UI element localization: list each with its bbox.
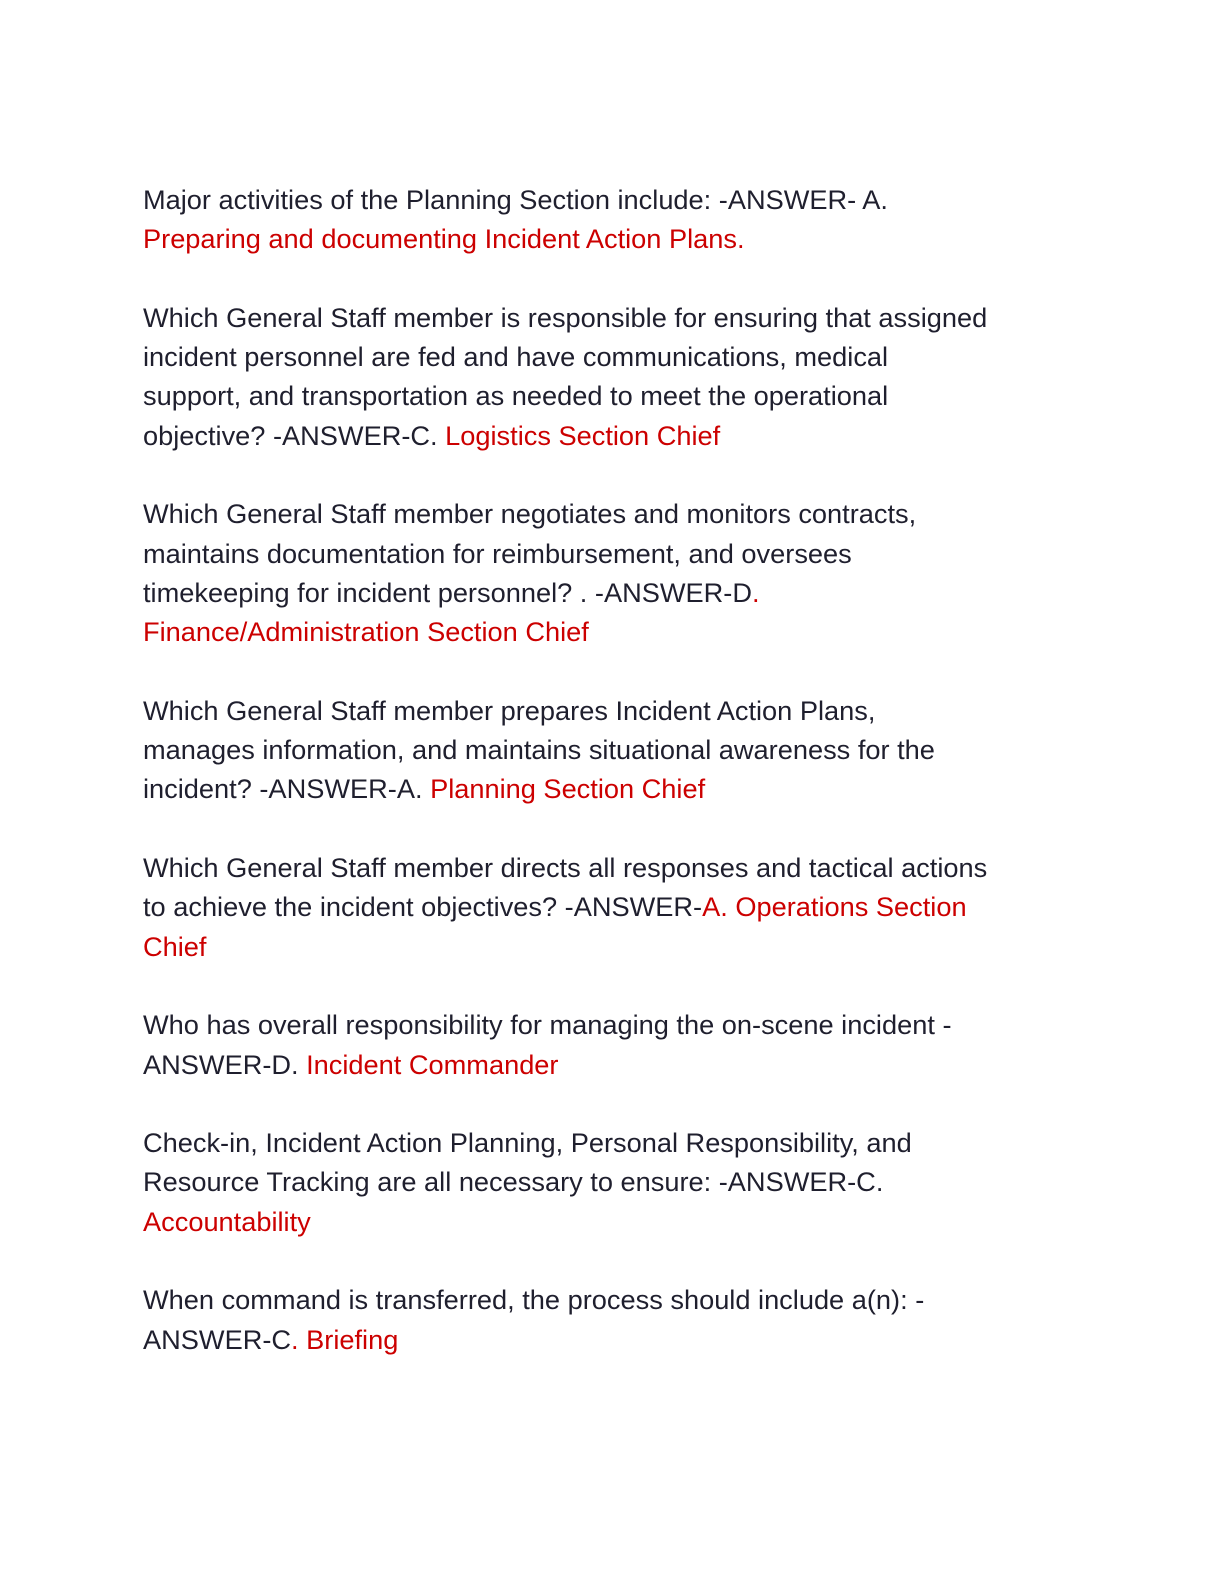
question-text: ANSWER-D.	[143, 1048, 307, 1080]
question-text: to achieve the incident objectives? -ANSWER-	[143, 891, 703, 923]
question-text: ANSWER-C	[143, 1323, 292, 1355]
question-text: manages information, and maintains situational awareness for the	[143, 734, 935, 766]
text-line	[143, 612, 1083, 651]
text-line	[143, 298, 1083, 337]
question-text: Which General Staff member directs all responses and tactical actions	[143, 852, 988, 884]
text-line	[143, 1280, 1083, 1319]
qa-item	[143, 1123, 1083, 1241]
question-text: Check-in, Incident Action Planning, Personal Responsibility, and	[143, 1127, 912, 1159]
text-line	[143, 1045, 1083, 1084]
question-text: objective? -ANSWER-C.	[143, 419, 446, 451]
text-line	[143, 219, 1083, 258]
question-text: timekeeping for incident personnel? . -ANSWER-D	[143, 576, 752, 608]
question-text: When command is transferred, the process should include a(n): -	[143, 1284, 925, 1316]
answer-text: Planning Section Chief	[430, 773, 706, 805]
text-line	[143, 927, 1083, 966]
qa-item	[143, 494, 1083, 651]
question-text: Major activities of the Planning Section include: -ANSWER- A.	[143, 184, 888, 215]
answer-text: Accountability	[143, 1205, 311, 1237]
qa-item	[143, 180, 1083, 259]
answer-text: Logistics Section Chief	[445, 419, 721, 451]
question-text: Resource Tracking are all necessary to ensure: -ANSWER-C.	[143, 1166, 884, 1198]
text-line	[143, 1123, 1083, 1162]
question-text: Which General Staff member prepares Incident Action Plans,	[143, 694, 876, 726]
question-text: support, and transportation as needed to meet the operational	[143, 380, 889, 412]
answer-text: Preparing and documenting Incident Action Plans.	[143, 223, 745, 255]
text-line	[143, 887, 1083, 926]
text-line	[143, 848, 1083, 887]
qa-item	[143, 1280, 1083, 1359]
question-text: incident personnel are fed and have communications, medical	[143, 341, 889, 373]
answer-text: Incident Commander	[306, 1048, 559, 1080]
text-line	[143, 534, 1083, 573]
text-line	[143, 494, 1083, 533]
text-line	[143, 1162, 1083, 1201]
text-line	[143, 180, 1083, 219]
text-line	[143, 730, 1083, 769]
text-line	[143, 691, 1083, 730]
question-text: Who has overall responsibility for managing the on-scene incident -	[143, 1009, 952, 1041]
text-line	[143, 416, 1083, 455]
text-line	[143, 1005, 1083, 1044]
answer-text: A. Operations Section	[702, 891, 967, 923]
qa-list	[143, 180, 1083, 1398]
question-text: incident? -ANSWER-A.	[143, 773, 431, 805]
text-line	[143, 337, 1083, 376]
answer-text: Chief	[143, 930, 207, 962]
text-line	[143, 1202, 1083, 1241]
qa-item	[143, 298, 1083, 455]
answer-text: Finance/Administration Section Chief	[143, 616, 589, 648]
text-line	[143, 573, 1083, 612]
question-text: Which General Staff member is responsible for ensuring that assigned	[143, 301, 988, 333]
text-line	[143, 1320, 1083, 1359]
answer-text: .	[751, 576, 760, 608]
question-text: Which General Staff member negotiates and monitors contracts,	[143, 498, 917, 530]
question-text: maintains documentation for reimbursement, and oversees	[143, 537, 852, 569]
text-line	[143, 769, 1083, 808]
qa-item	[143, 848, 1083, 966]
qa-item	[143, 1005, 1083, 1084]
answer-text: . Briefing	[291, 1323, 399, 1355]
qa-item	[143, 691, 1083, 809]
text-line	[143, 376, 1083, 415]
